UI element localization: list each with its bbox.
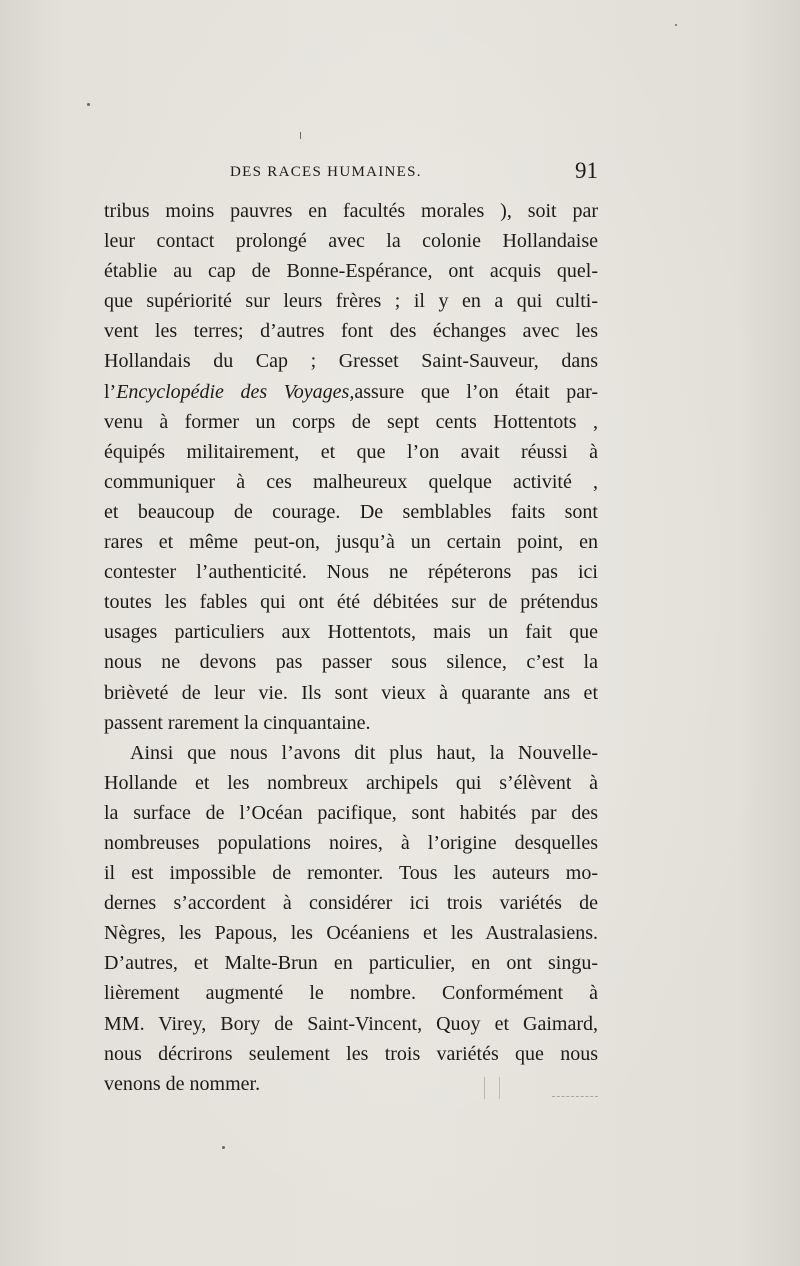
- page-number: 91: [575, 158, 598, 183]
- text-line: MM. Virey, Bory de Saint-Vincent, Quoy et Gaimard,: [104, 1012, 598, 1035]
- text-line: vent les terres; d’autres font des échanges avec les: [104, 320, 598, 343]
- running-head: [104, 160, 598, 184]
- paper-speck: [675, 24, 677, 26]
- text-line: il est impossible de remonter. Tous les auteurs mo-: [104, 862, 598, 885]
- text-line: Nègres, les Papous, les Océaniens et les Australasiens.: [104, 922, 598, 945]
- paper-speck: [222, 1146, 225, 1149]
- page-mark: [484, 1077, 500, 1099]
- text-line: établie au cap de Bonne-Espérance, ont acquis quel-: [104, 260, 598, 283]
- paper-speck: [87, 103, 90, 106]
- paragraph-start-line: Ainsi que nous l’avons dit plus haut, la Nouvelle-: [130, 741, 598, 764]
- paragraph-end-line: passent rarement la cinquantaine.: [104, 711, 371, 734]
- text-line: nous ne devons pas passer sous silence, c’est la: [104, 651, 598, 674]
- text-line: communiquer à ces malheureux quelque activité ,: [104, 470, 598, 493]
- text-line: équipés militairement, et que l’on avait réussi à: [104, 440, 598, 463]
- text-line: nous décrirons seulement les trois variétés que nous: [104, 1042, 598, 1065]
- running-title: DES RACES HUMAINES.: [230, 164, 422, 180]
- text-line: que supériorité sur leurs frères ; il y en a qui culti-: [104, 290, 598, 313]
- text-line: leur contact prolongé avec la colonie Hollandaise: [104, 230, 598, 253]
- line-start: l’: [104, 380, 117, 403]
- text-line: lièrement augmenté le nombre. Conformément à: [104, 982, 598, 1005]
- text-line: D’autres, et Malte-Brun en particulier, en ont singu-: [104, 952, 598, 975]
- text-line: Hollandais du Cap ; Gresset Saint-Sauveur, dans: [104, 350, 598, 373]
- paper-speck: [300, 132, 301, 139]
- line-end: assure que l’on était par-: [354, 380, 598, 403]
- text-line: rares et même peut-on, jusqu’à un certain point, en: [104, 531, 598, 554]
- text-line: usages particuliers aux Hottentots, mais un fait que: [104, 621, 598, 644]
- text-line: dernes s’accordent à considérer ici trois variétés de: [104, 892, 598, 915]
- italic-book-title: Encyclopédie des Voyages,: [116, 380, 355, 403]
- text-line: Hollande et les nombreux archipels qui s’élèvent à: [104, 771, 598, 794]
- text-line: nombreuses populations noires, à l’origine desquelles: [104, 831, 598, 854]
- text-line: tribus moins pauvres en facultés morales ), soit par: [104, 200, 598, 222]
- paragraph-end-line: venons de nommer.: [104, 1072, 261, 1095]
- text-line: la surface de l’Océan pacifique, sont habités par des: [104, 801, 598, 824]
- text-line: venu à former un corps de sept cents Hottentots ,: [104, 410, 598, 433]
- text-line-with-italic-title: [104, 377, 598, 407]
- text-line: contester l’authenticité. Nous ne répéterons pas ici: [104, 561, 598, 584]
- text-line: brièveté de leur vie. Ils sont vieux à quarante ans et: [104, 681, 598, 704]
- text-line: toutes les fables qui ont été débitées sur de prétendus: [104, 591, 598, 614]
- faint-rule-mark: [552, 1096, 598, 1097]
- text-line: et beaucoup de courage. De semblables faits sont: [104, 500, 598, 523]
- body-text: [104, 196, 598, 1099]
